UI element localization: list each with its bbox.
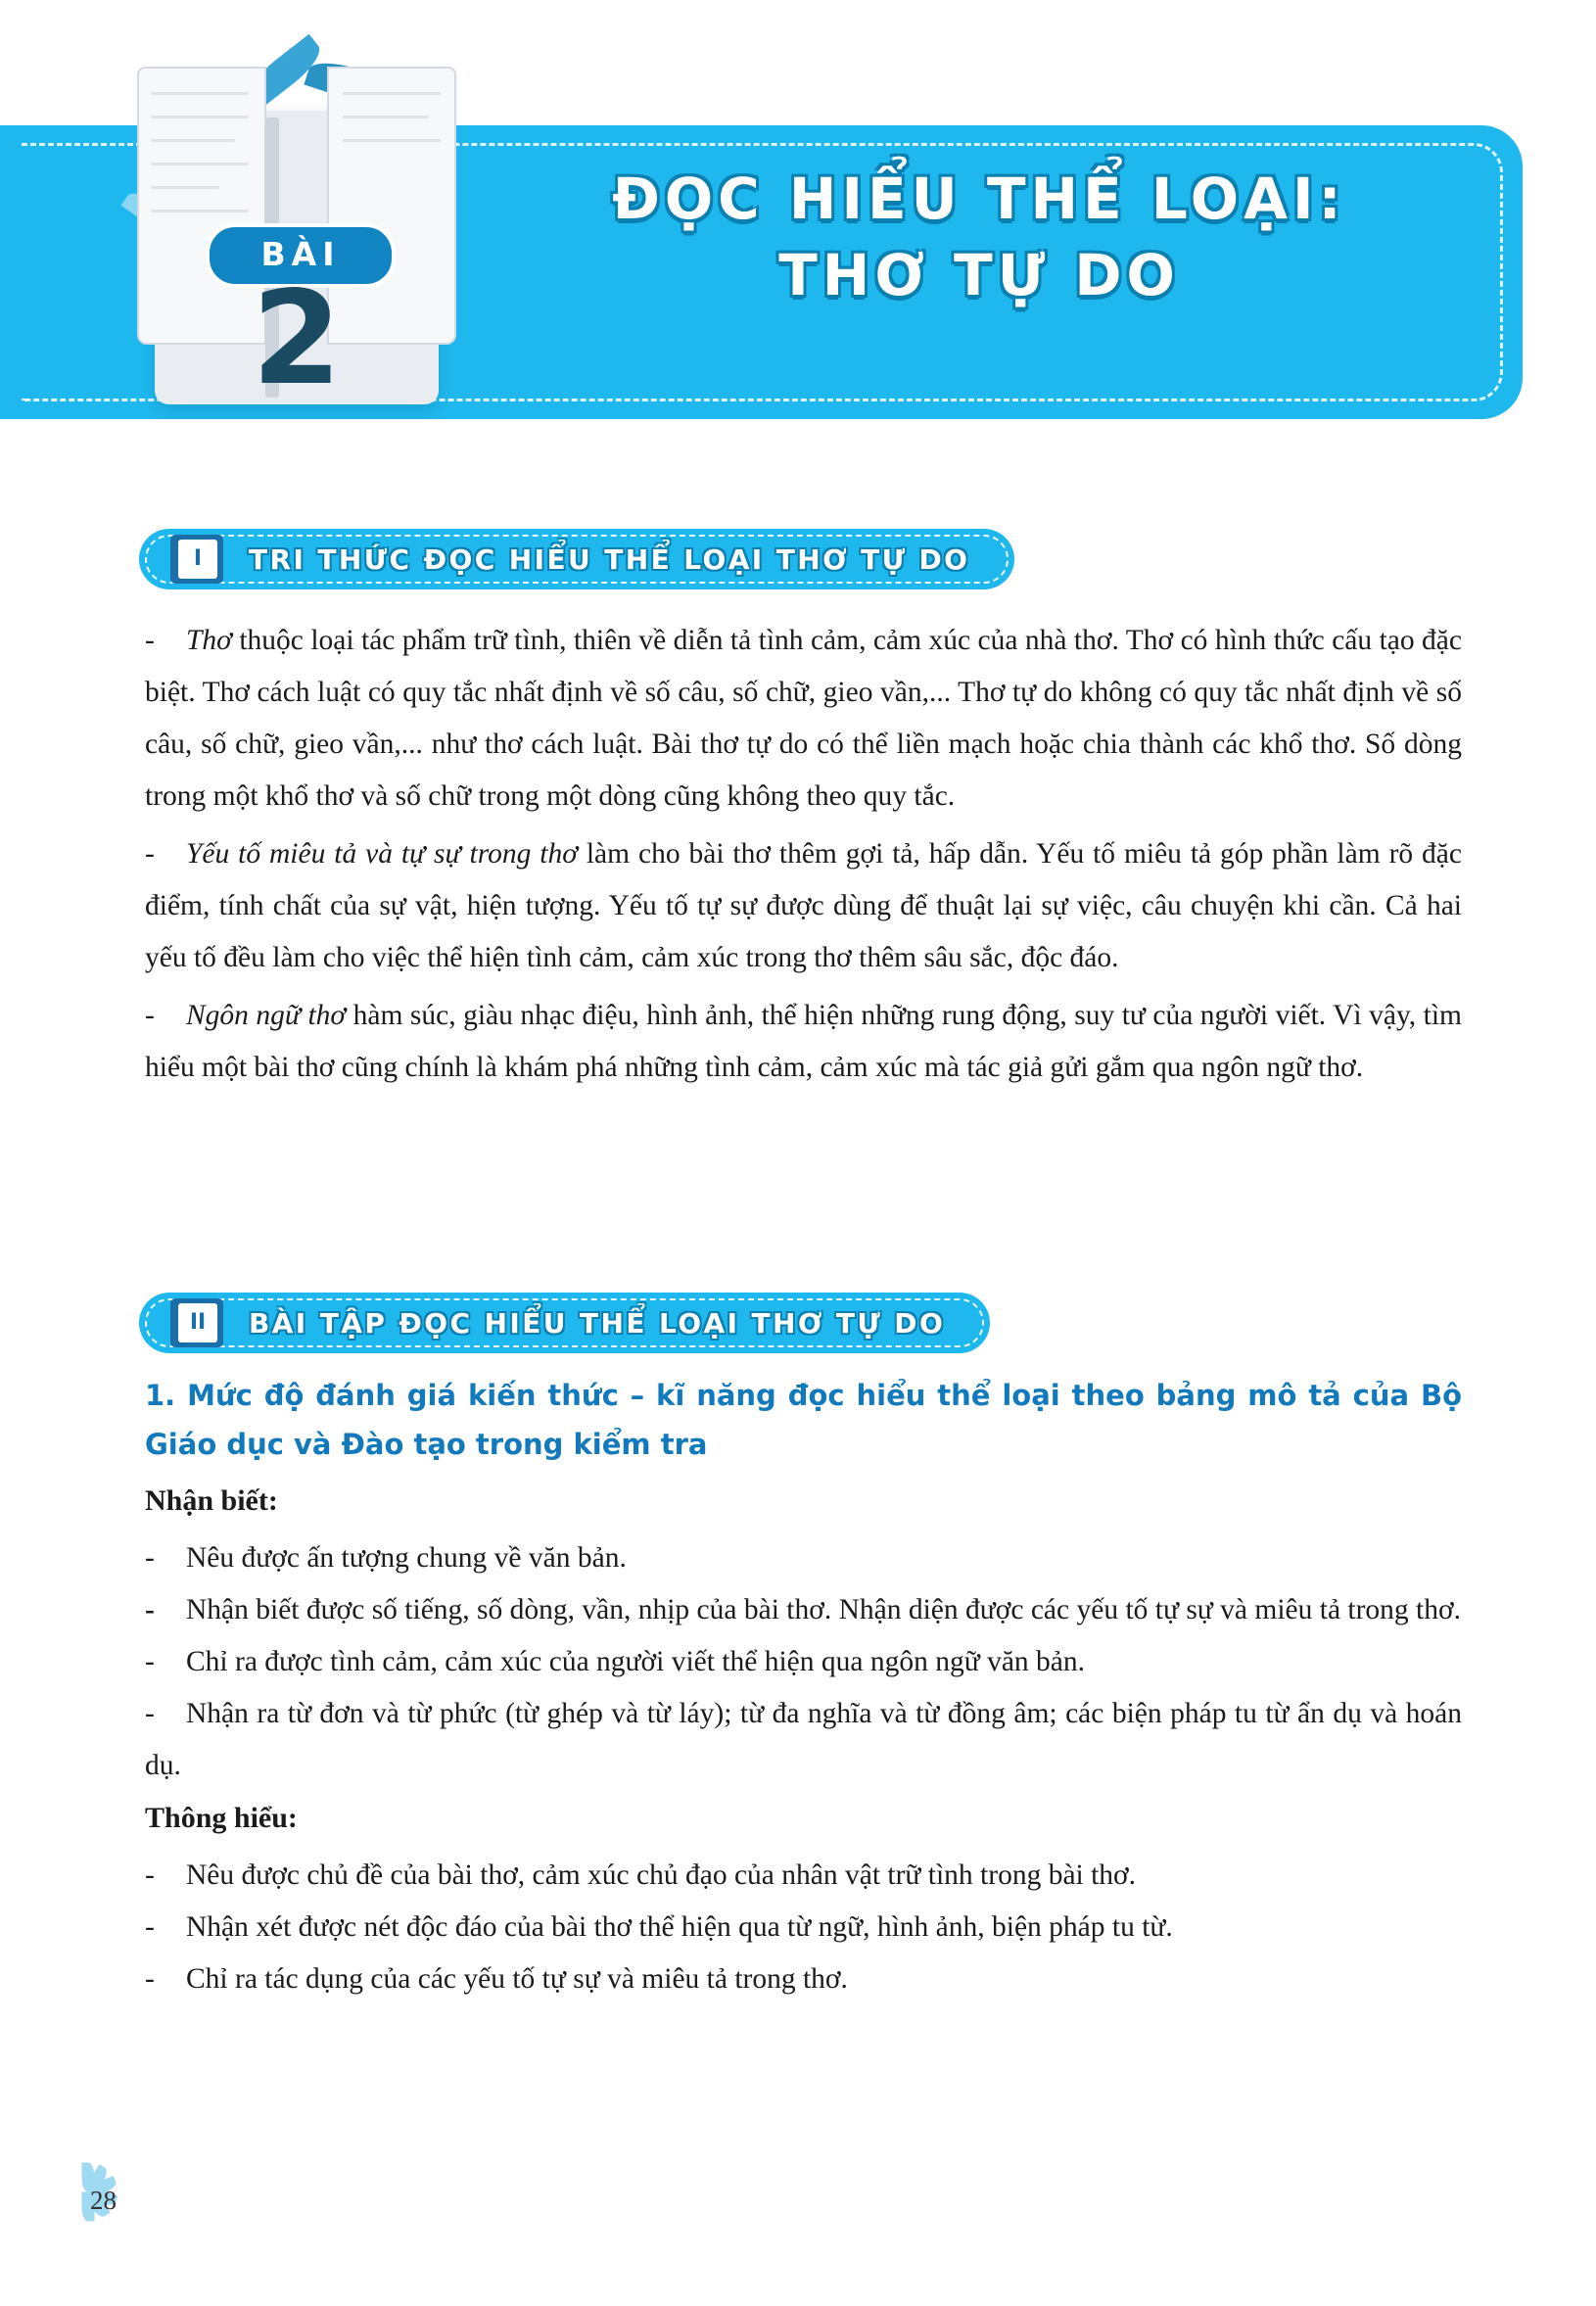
paragraph-3-lead: Ngôn ngữ thơ [186, 1000, 347, 1031]
list-item [145, 1850, 1462, 1902]
bullet-dash: - [145, 1000, 155, 1031]
section-2-content [145, 1371, 1462, 2005]
section-pill-1 [139, 529, 1014, 589]
list-item [145, 1953, 1462, 2005]
list-item [145, 1636, 1462, 1688]
book-icon [166, 1298, 227, 1347]
open-book-illustration [125, 57, 468, 448]
section-numeral-1: I [193, 546, 203, 571]
list-item [145, 1584, 1462, 1636]
paragraph-3 [145, 990, 1462, 1094]
list-item-text: Nêu được chủ đề của bài thơ, cảm xúc chủ đạo của nhân vật trữ tình trong bài thơ. [186, 1859, 1137, 1891]
group-label-nhan-biet: Nhận biết: [145, 1484, 278, 1517]
list-item-text: Nhận xét được nét độc đáo của bài thơ thể hiện qua từ ngữ, hình ảnh, biện pháp tu từ. [186, 1911, 1173, 1943]
page-title-line1: ĐỌC HIỂU THỂ LOẠI: [612, 165, 1346, 232]
paragraph-2-lead: Yếu tố miêu tả và tự sự trong thơ [186, 838, 578, 870]
section-pill-2 [139, 1293, 990, 1353]
subheading-criteria: 1. Mức độ đánh giá kiến thức – kĩ năng đọc hiểu thể loại theo bảng mô tả của Bộ Giáo dục và Đào tạo trong kiểm tra [145, 1379, 1462, 1461]
section-title-2: BÀI TẬP ĐỌC HIỂU THỂ LOẠI THƠ TỰ DO [249, 1306, 946, 1340]
book-icon [166, 535, 227, 584]
paragraph-2-text: làm cho bài thơ thêm gợi tả, hấp dẫn. Yếu tố miêu tả góp phần làm rõ đặc điểm, tính chất của sự vật, hiện tượng. Yếu tố tự sự được dùng để thuật lại sự việc, câu chuyện khi cần. Cả hai yếu tố đều làm cho việc thể hiện tình cảm, cảm xúc trong thơ thêm sâu sắc, độc đáo. [145, 838, 1462, 973]
section-heading-1 [139, 529, 1020, 589]
list-item-text: Nhận ra từ đơn và từ phức (từ ghép và từ láy); từ đa nghĩa và từ đồng âm; các biện pháp tu từ ẩn dụ và hoán dụ. [145, 1698, 1462, 1781]
bullet-dash: - [145, 1911, 155, 1943]
list-item-text: Chỉ ra tác dụng của các yếu tố tự sự và miêu tả trong thơ. [186, 1963, 848, 1995]
page-number: 28 [90, 2186, 117, 2215]
bullet-dash: - [145, 1594, 155, 1625]
page-title-line2: THƠ TỰ DO [778, 242, 1180, 309]
list-item-text: Nêu được ấn tượng chung về văn bản. [186, 1542, 627, 1574]
bullet-dash: - [145, 1698, 155, 1729]
bullet-dash: - [145, 838, 155, 870]
lesson-label-badge: BÀI [206, 223, 396, 288]
paragraph-2 [145, 828, 1462, 984]
bullet-dash: - [145, 1646, 155, 1677]
paragraph-1-lead: Thơ [186, 625, 232, 656]
paragraph-1 [145, 615, 1462, 823]
list-item [145, 1902, 1462, 1953]
section-title-1: TRI THỨC ĐỌC HIỂU THỂ LOẠI THƠ TỰ DO [249, 542, 970, 576]
list-item-text: Nhận biết được số tiếng, số dòng, vần, nhịp của bài thơ. Nhận diện được các yếu tố tự sự và miêu tả trong thơ. [186, 1594, 1461, 1625]
group-label-thong-hieu: Thông hiểu: [145, 1802, 298, 1834]
section-numeral-2: II [189, 1310, 207, 1335]
paragraph-3-text: hàm súc, giàu nhạc điệu, hình ảnh, thể hiện những rung động, suy tư của người viết. Vì vậy, tìm hiểu một bài thơ cũng chính là khám phá những tình cảm, cảm xúc mà tác giả gửi gắm qua ngôn ngữ thơ. [145, 1000, 1462, 1083]
list-item-text: Chỉ ra được tình cảm, cảm xúc của người viết thể hiện qua ngôn ngữ văn bản. [186, 1646, 1086, 1677]
page-title [509, 161, 1449, 314]
section-1-content [145, 615, 1462, 1100]
lesson-header [0, 125, 1523, 419]
paragraph-1-text: thuộc loại tác phẩm trữ tình, thiên về diễn tả tình cảm, cảm xúc của nhà thơ. Thơ có hình thức cấu tạo đặc biệt. Thơ cách luật có quy tắc nhất định về số câu, số chữ, gieo vần,... Thơ tự do không có quy tắc nhất định về số câu, số chữ, gieo vần,... như thơ cách luật. Bài thơ tự do có thể liền mạch hoặc chia thành các khổ thơ. Số dòng trong một khổ thơ và số chữ trong một dòng cũng không theo quy tắc. [145, 625, 1462, 812]
list-item [145, 1688, 1462, 1792]
bullet-dash: - [145, 1963, 155, 1995]
bullet-dash: - [145, 1542, 155, 1574]
section-heading-2 [139, 1293, 981, 1353]
list-item [145, 1532, 1462, 1584]
lesson-number: 2 [252, 263, 342, 414]
bullet-dash: - [145, 1859, 155, 1891]
bullet-dash: - [145, 625, 155, 656]
